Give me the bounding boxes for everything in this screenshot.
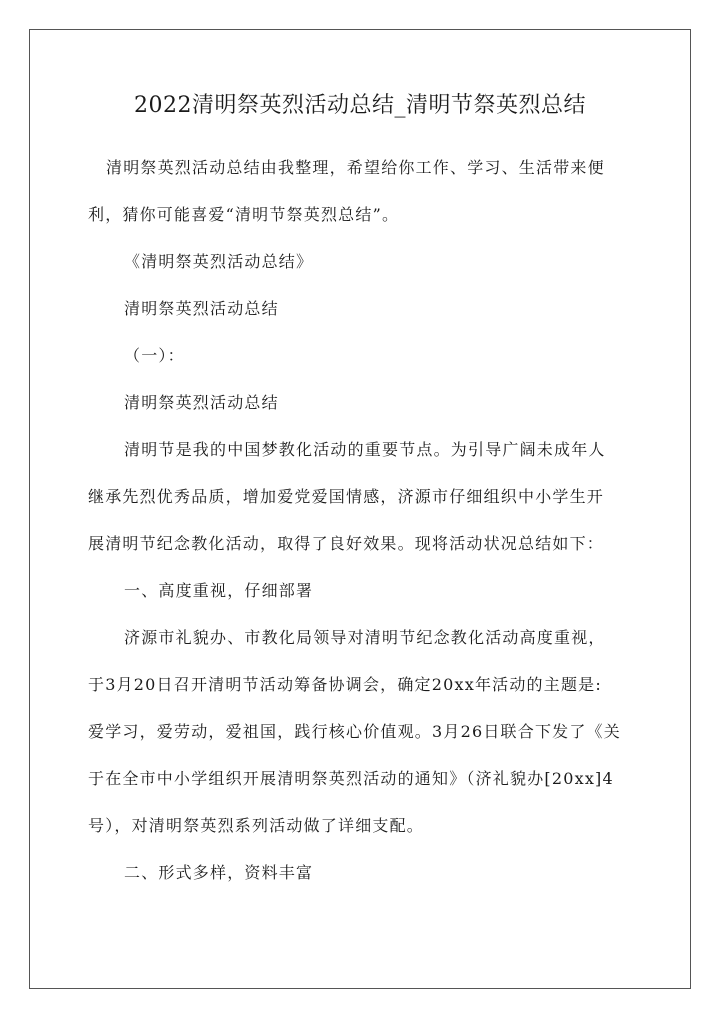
paragraph-line: 清明节是我的中国梦教化活动的重要节点。为引导广阔未成年人 [124, 440, 606, 459]
paragraph-line: 展清明节纪念教化活动，取得了良好效果。现将活动状况总结如下： [88, 534, 605, 553]
section-heading: 一、高度重视，仔细部署 [124, 581, 314, 600]
paragraph-line: 于在全市中小学组织开展清明祭英烈活动的通知》（济礼貌办[20xx]4 [88, 769, 614, 788]
paragraph-line: （一）： [124, 346, 185, 365]
paragraph-line: 清明祭英烈活动总结由我整理，希望给你工作、学习、生活带来便 [106, 158, 605, 177]
paragraph-line: 清明祭英烈活动总结 [124, 393, 279, 412]
paragraph-line: 于3月20日召开清明节活动筹备协调会，确定20xx年活动的主题是: [88, 675, 602, 694]
document-title: 2022清明祭英烈活动总结_清明节祭英烈总结 [134, 93, 586, 118]
paragraph-line: 清明祭英烈活动总结 [124, 299, 279, 318]
paragraph-line: 利，猜你可能喜爱“清明节祭英烈总结”。 [88, 205, 400, 224]
section-heading: 二、形式多样，资料丰富 [124, 863, 314, 882]
paragraph-line: 济源市礼貌办、市教化局领导对清明节纪念教化活动高度重视， [124, 628, 606, 647]
paragraph-line: 《清明祭英烈活动总结》 [124, 252, 314, 271]
paragraph-line: 爱学习，爱劳动，爱祖国，践行核心价值观。3月26日联合下发了《关 [88, 722, 621, 741]
paragraph-line: 号），对清明祭英烈系列活动做了详细支配。 [88, 816, 425, 835]
paragraph-line: 继承先烈优秀品质，增加爱党爱国情感，济源市仔细组织中小学生开 [88, 487, 605, 506]
